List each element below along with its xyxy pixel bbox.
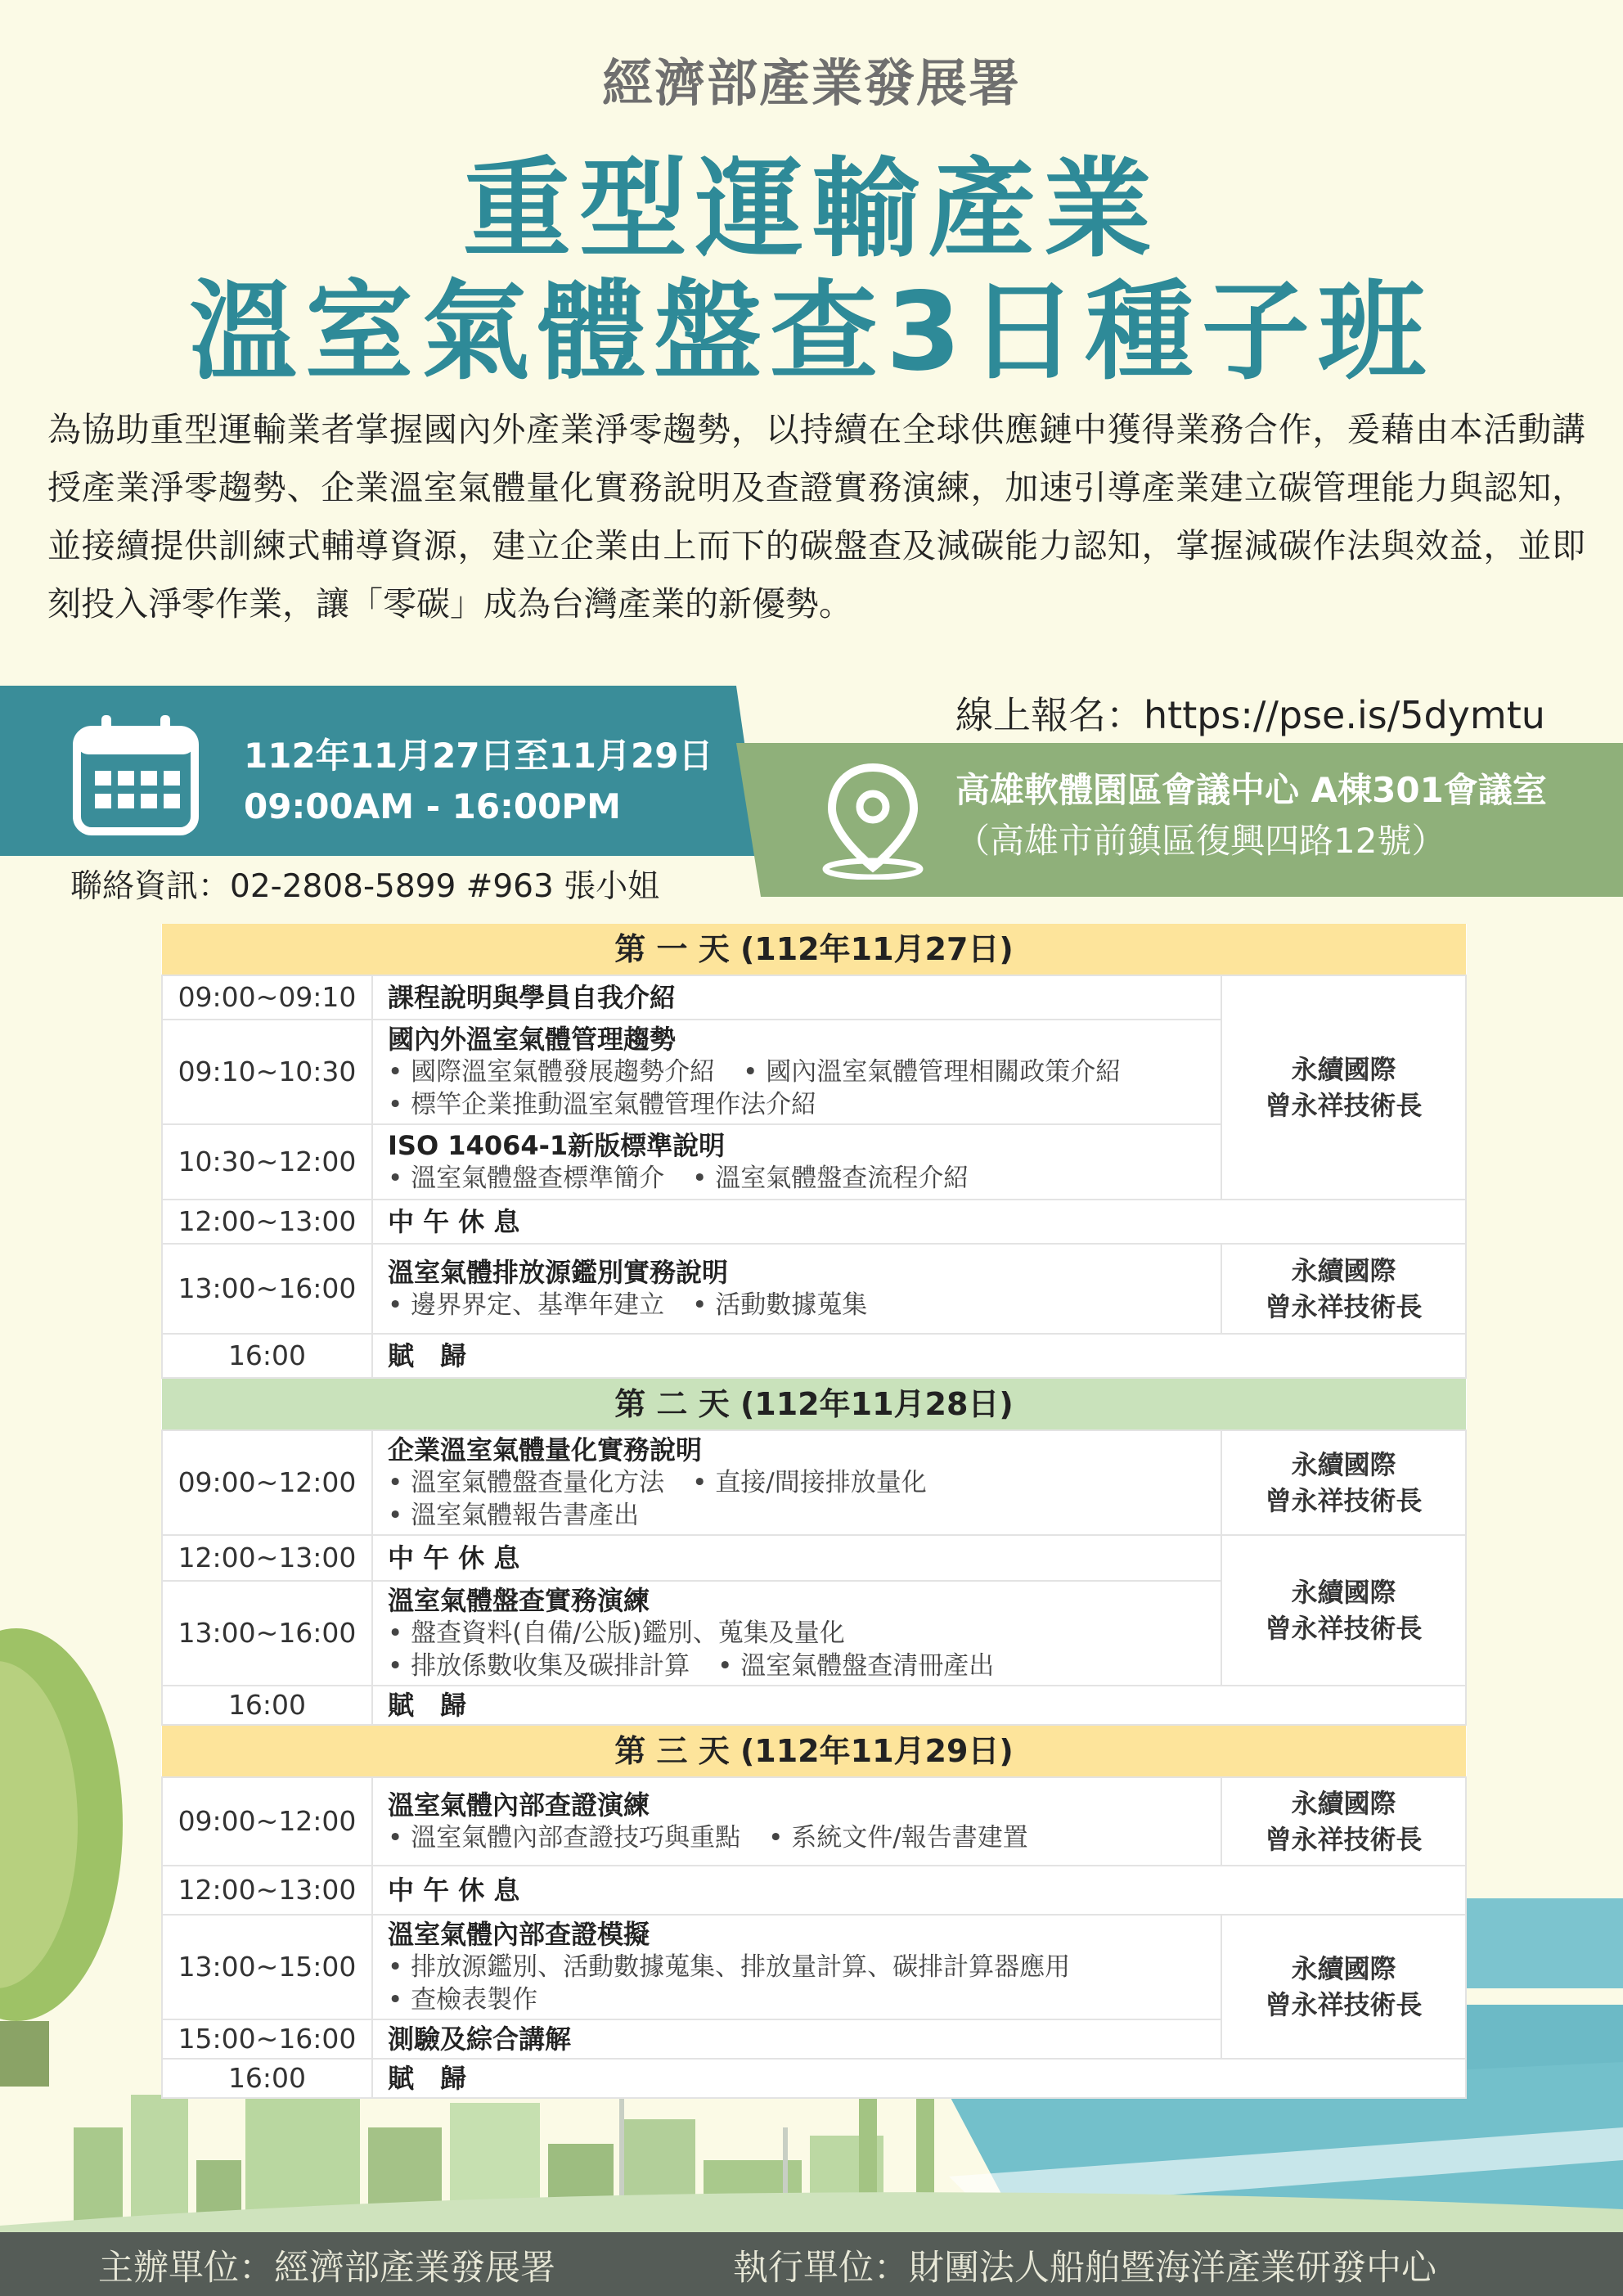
session-title: 溫室氣體內部查證模擬: [388, 1919, 650, 1950]
time-cell: 13:00~16:00: [162, 1581, 372, 1686]
session-bullet: • 系統文件/報告書建置: [768, 1823, 1028, 1853]
session-title: 溫室氣體排放源鑑別實務說明: [388, 1257, 729, 1288]
table-row: [162, 1777, 1466, 1866]
session-bullet: • 標竿企業推動溫室氣體管理作法介紹: [388, 1090, 817, 1119]
session-cell: [372, 2019, 1221, 2059]
speaker-org: 永續國際: [1291, 1953, 1396, 1984]
day1-header-row: [162, 924, 1466, 975]
session-title: 中 午 休 息: [388, 1542, 520, 1573]
session-title: 企業溫室氣體量化實務說明: [388, 1434, 703, 1465]
organizer-name: 經濟部產業發展署: [601, 53, 1021, 113]
session-title: 測驗及綜合講解: [388, 2024, 572, 2055]
session-cell: [372, 1915, 1221, 2019]
session-cell: [372, 1581, 1221, 1686]
session-title: 賦 歸: [388, 1340, 467, 1371]
time-cell: 12:00~13:00: [162, 1866, 372, 1915]
table-row: [162, 1915, 1466, 2019]
speaker-org: 永續國際: [1291, 1788, 1396, 1819]
time-cell: 12:00~13:00: [162, 1200, 372, 1244]
time-cell: 13:00~15:00: [162, 1915, 372, 2019]
session-title: 國內外溫室氣體管理趨勢: [388, 1024, 677, 1055]
session-cell: [372, 1777, 1221, 1866]
time-cell: 09:00~09:10: [162, 975, 372, 1020]
event-time: 09:00AM - 16:00PM: [244, 786, 621, 826]
speaker-name: 曾永祥技術長: [1265, 1613, 1423, 1644]
session-cell: [372, 1535, 1221, 1581]
session-cell: [372, 1124, 1221, 1200]
speaker-name: 曾永祥技術長: [1265, 1989, 1423, 2020]
session-bullet: • 邊界界定、基準年建立: [388, 1290, 665, 1320]
event-venue: [955, 765, 1547, 867]
map-pin-icon: [820, 761, 926, 883]
speaker-cell: [1221, 1777, 1466, 1866]
session-bullet: • 溫室氣體盤查量化方法: [388, 1468, 665, 1497]
speaker-org: 永續國際: [1291, 1054, 1396, 1085]
session-title: ISO 14064-1新版標準說明: [388, 1130, 726, 1161]
day3-header: 第 三 天 (112年11月29日): [162, 1725, 1466, 1777]
day1-header: 第 一 天 (112年11月27日): [162, 924, 1466, 975]
speaker-name: 曾永祥技術長: [1265, 1485, 1423, 1516]
session-bullet: • 直接/間接排放量化: [692, 1468, 927, 1497]
footer-host: 主辦單位：經濟部產業發展署: [98, 2248, 555, 2289]
session-cell: [372, 1244, 1221, 1334]
session-cell: [372, 1200, 1466, 1244]
session-bullet: • 溫室氣體內部查證技巧與重點: [388, 1823, 741, 1853]
speaker-cell: [1221, 975, 1466, 1200]
session-title: 中 午 休 息: [388, 1206, 520, 1237]
table-row: [162, 1200, 1466, 1244]
time-cell: 09:00~12:00: [162, 1777, 372, 1866]
time-cell: 13:00~16:00: [162, 1244, 372, 1334]
table-row: [162, 975, 1466, 1020]
session-title: 溫室氣體內部查證演練: [388, 1790, 650, 1821]
session-bullet: • 盤查資料(自備/公版)鑑別、蒐集及量化: [388, 1618, 845, 1648]
table-row: [162, 1244, 1466, 1334]
session-cell: [372, 1430, 1221, 1535]
session-bullet: • 排放係數收集及碳排計算: [388, 1651, 690, 1681]
speaker-cell: [1221, 1535, 1466, 1686]
session-cell: [372, 1866, 1466, 1915]
footer-bar: [0, 2232, 1623, 2296]
time-cell: 09:00~12:00: [162, 1430, 372, 1535]
calendar-icon: [70, 714, 201, 840]
session-title: 賦 歸: [388, 2063, 467, 2094]
day2-header-row: [162, 1378, 1466, 1430]
session-title: 中 午 休 息: [388, 1875, 520, 1906]
table-row: [162, 1430, 1466, 1535]
intro-paragraph: 為協助重型運輸業者掌握國內外產業淨零趨勢，以持續在全球供應鏈中獲得業務合作，爰藉由本活動講授產業淨零趨勢、企業溫室氣體量化實務說明及查證實務演練，加速引導產業建立碳管理能力與認知，並接續提供訓練式輔導資源，建立企業由上而下的碳盤查及減碳能力認知，掌握減碳作法與效益，並即刻投入淨零作業，讓「零碳」成為台灣產業的新優勢。: [47, 410, 1585, 624]
session-bullet: • 國際溫室氣體發展趨勢介紹: [388, 1057, 716, 1087]
session-bullet: • 溫室氣體盤查標準簡介: [388, 1164, 665, 1193]
table-row: [162, 1535, 1466, 1581]
day2-header: 第 二 天 (112年11月28日): [162, 1378, 1466, 1430]
session-cell: [372, 975, 1221, 1020]
speaker-org: 永續國際: [1291, 1449, 1396, 1480]
table-row: [162, 1334, 1466, 1378]
session-bullet: • 排放源鑑別、活動數據蒐集、排放量計算、碳排計算器應用: [388, 1952, 1071, 1982]
day3-header-row: [162, 1725, 1466, 1777]
time-cell: 09:10~10:30: [162, 1020, 372, 1124]
session-cell: [372, 1686, 1466, 1725]
session-bullet: • 溫室氣體盤查清冊產出: [717, 1651, 995, 1681]
speaker-org: 永續國際: [1291, 1255, 1396, 1286]
session-cell: [372, 2059, 1466, 2098]
session-bullet: • 查檢表製作: [388, 1985, 538, 2015]
table-row: [162, 2059, 1466, 2098]
speaker-name: 曾永祥技術長: [1265, 1824, 1423, 1855]
time-cell: 12:00~13:00: [162, 1535, 372, 1581]
session-title: 溫室氣體盤查實務演練: [388, 1585, 650, 1616]
registration-link[interactable]: 線上報名：https://pse.is/5dymtu: [955, 693, 1545, 737]
session-bullet: • 溫室氣體盤查流程介紹: [692, 1164, 969, 1193]
page-title-line2: 溫室氣體盤查3日種子班: [189, 269, 1434, 395]
time-cell: 10:30~12:00: [162, 1124, 372, 1200]
speaker-name: 曾永祥技術長: [1265, 1291, 1423, 1322]
table-row: [162, 1686, 1466, 1725]
session-cell: [372, 1020, 1221, 1124]
page-title-line1: 重型運輸產業: [463, 146, 1160, 272]
session-bullet: • 溫室氣體報告書產出: [388, 1501, 640, 1530]
speaker-name: 曾永祥技術長: [1265, 1090, 1423, 1121]
session-cell: [372, 1334, 1466, 1378]
speaker-cell: [1221, 1430, 1466, 1535]
time-cell: 16:00: [162, 1686, 372, 1725]
event-date: 112年11月27日至11月29日: [244, 736, 713, 776]
session-bullet: • 活動數據蒐集: [692, 1290, 868, 1320]
session-title: 賦 歸: [388, 1690, 467, 1721]
time-cell: 15:00~16:00: [162, 2019, 372, 2059]
event-date-time: [244, 731, 713, 832]
table-row: [162, 1866, 1466, 1915]
speaker-org: 永續國際: [1291, 1577, 1396, 1608]
footer-executor: 執行單位：財團法人船舶暨海洋產業研發中心: [733, 2248, 1436, 2289]
time-cell: 16:00: [162, 1334, 372, 1378]
speaker-cell: [1221, 1915, 1466, 2059]
session-bullet: • 國內溫室氣體管理相關政策介紹: [743, 1057, 1122, 1087]
venue-name: 高雄軟體園區會議中心 A棟301會議室: [955, 770, 1547, 810]
venue-address: （高雄市前鎮區復興四路12號）: [955, 821, 1446, 861]
contact-info: 聯絡資訊：02-2808-5899 #963 張小姐: [70, 868, 660, 905]
schedule-table: [161, 924, 1467, 2099]
time-cell: 16:00: [162, 2059, 372, 2098]
session-title: 課程說明與學員自我介紹: [388, 982, 677, 1013]
speaker-cell: [1221, 1244, 1466, 1334]
